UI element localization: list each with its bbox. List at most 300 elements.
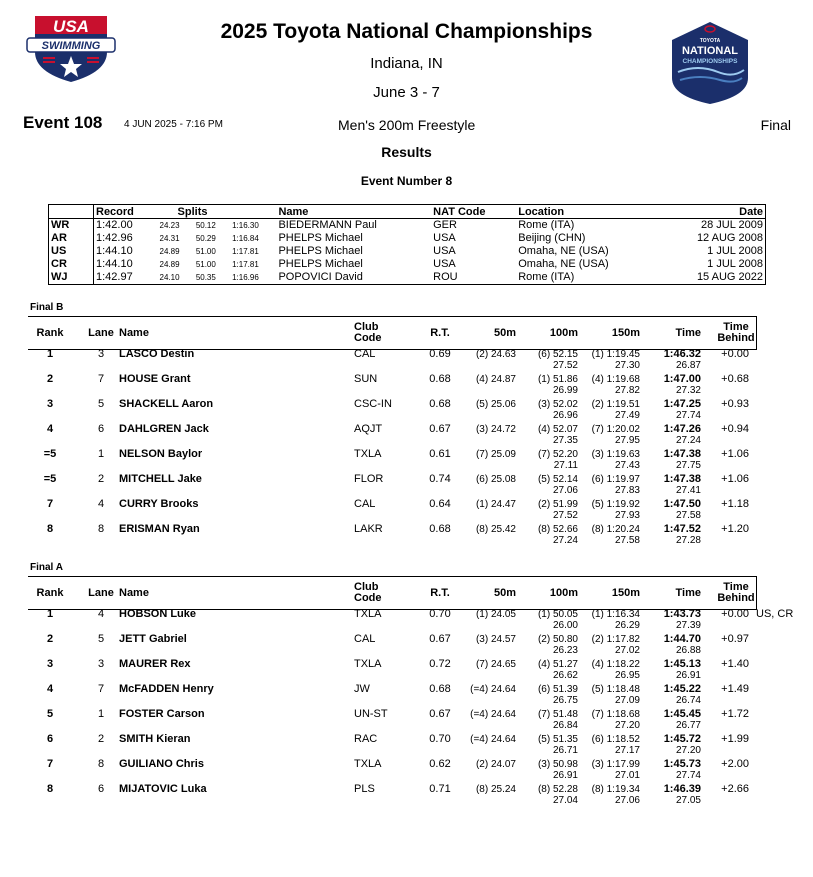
result-split-50: (3) 24.57: [475, 634, 516, 645]
result-time: 1:44.70: [663, 633, 701, 645]
result-lane: 5: [97, 633, 105, 645]
result-behind: +1.99: [721, 733, 749, 745]
result-name: FOSTER Carson: [119, 708, 205, 720]
split-150-lap: 27.58: [614, 535, 640, 546]
record-split-50: 24.89: [159, 247, 180, 256]
record-nat: GER: [433, 219, 457, 231]
record-row: [49, 219, 766, 233]
event-number: Event 108: [23, 113, 103, 132]
col-50m-header: 50m: [493, 327, 516, 339]
result-split-100: (4) 52.07: [537, 424, 578, 435]
result-row: [0, 423, 813, 448]
col-behind-header-line2: Behind: [717, 592, 755, 604]
result-split-150: (2) 1:17.82: [591, 634, 640, 645]
record-row: [49, 271, 766, 285]
split-150-lap: 27.83: [614, 485, 640, 496]
record-split-150: 1:16.84: [232, 234, 259, 243]
result-club: AQJT: [354, 423, 383, 435]
result-row: [0, 348, 813, 373]
col-100m-header: 100m: [549, 587, 578, 599]
result-row: [0, 758, 813, 783]
split-final-lap: 27.20: [675, 745, 701, 756]
result-rank: 6: [46, 733, 54, 745]
result-behind: +0.97: [721, 633, 749, 645]
record-code: WJ: [49, 271, 94, 285]
result-split-50: (=4) 24.64: [470, 734, 516, 745]
record-holder: POPOVICI David: [278, 271, 363, 283]
split-150-lap: 27.49: [614, 410, 640, 421]
result-split-150: (6) 1:18.52: [591, 734, 640, 745]
result-rank: 3: [46, 658, 54, 670]
result-lane: 2: [97, 733, 105, 745]
col-time-header: Time: [675, 327, 701, 339]
record-split-50: 24.10: [159, 273, 180, 282]
record-row: [49, 258, 766, 271]
result-name: MAURER Rex: [119, 658, 191, 670]
result-behind: +1.18: [721, 498, 749, 510]
result-rt: 0.69: [429, 348, 451, 360]
result-split-100: (6) 51.39: [537, 684, 578, 695]
result-behind: +1.06: [721, 473, 749, 485]
result-rank: 3: [46, 398, 54, 410]
result-rank: 5: [46, 708, 54, 720]
result-split-150: (7) 1:18.68: [591, 709, 640, 720]
split-150-lap: 26.29: [614, 620, 640, 631]
result-behind: +0.94: [721, 423, 749, 435]
result-lane: 2: [97, 473, 105, 485]
record-split-100: 50.35: [195, 273, 216, 282]
split-150-lap: 27.30: [614, 360, 640, 371]
result-rank: 8: [46, 783, 54, 795]
result-club: PLS: [354, 783, 375, 795]
col-club-header-line1: Club: [354, 321, 379, 333]
result-club: CAL: [354, 633, 376, 645]
split-150-lap: 27.82: [614, 385, 640, 396]
result-split-150: (7) 1:20.02: [591, 424, 640, 435]
record-split-150: 1:17.81: [232, 260, 259, 269]
col-lane-header: Lane: [88, 327, 114, 339]
result-row: [0, 523, 813, 548]
split-final-lap: 27.58: [675, 510, 701, 521]
result-club: TXLA: [354, 658, 382, 670]
result-split-150: (3) 1:17.99: [591, 759, 640, 770]
col-club-header-line2: Code: [354, 332, 382, 344]
result-rt: 0.67: [429, 423, 451, 435]
col-behind-header-line2: Behind: [717, 332, 755, 344]
record-nat: USA: [433, 258, 456, 270]
split-150-lap: 27.02: [614, 645, 640, 656]
result-split-150: (4) 1:19.68: [591, 374, 640, 385]
result-split-100: (5) 51.35: [537, 734, 578, 745]
record-location: Omaha, NE (USA): [518, 245, 609, 257]
result-name: DAHLGREN Jack: [119, 423, 209, 435]
record-split-100: 50.29: [195, 234, 216, 243]
record-time: 1:42.00: [96, 219, 133, 231]
result-lane: 1: [97, 708, 105, 720]
result-split-50: (2) 24.63: [475, 349, 516, 360]
result-time: 1:45.45: [663, 708, 701, 720]
result-split-50: (7) 24.65: [475, 659, 516, 670]
result-split-100: (5) 52.14: [537, 474, 578, 485]
svg-text:CHAMPIONSHIPS: CHAMPIONSHIPS: [682, 58, 738, 65]
result-name: ERISMAN Ryan: [119, 523, 200, 535]
col-club-header-line2: Code: [354, 592, 382, 604]
result-rank: 2: [46, 633, 54, 645]
result-lane: 3: [97, 658, 105, 670]
result-split-100: (8) 52.66: [537, 524, 578, 535]
final-section-label: Final B: [30, 302, 64, 313]
record-holder: PHELPS Michael: [278, 258, 363, 270]
result-split-150: (1) 1:16.34: [591, 609, 640, 620]
result-split-50: (3) 24.72: [475, 424, 516, 435]
result-split-100: (8) 52.28: [537, 784, 578, 795]
result-row: [0, 448, 813, 473]
result-split-50: (5) 25.06: [475, 399, 516, 410]
event-name: Men's 200m Freestyle: [338, 117, 476, 133]
record-code: AR: [49, 232, 94, 245]
result-time: 1:47.26: [663, 423, 701, 435]
result-split-150: (2) 1:19.51: [591, 399, 640, 410]
record-split-150: 1:16.96: [232, 273, 259, 282]
split-150-lap: 27.17: [614, 745, 640, 756]
col-rt-header: R.T.: [430, 587, 450, 599]
result-club: TXLA: [354, 448, 382, 460]
result-behind: +1.20: [721, 523, 749, 535]
result-split-150: (6) 1:19.97: [591, 474, 640, 485]
split-150-lap: 27.09: [614, 695, 640, 706]
split-100-lap: 27.24: [552, 535, 578, 546]
split-150-lap: 27.06: [614, 795, 640, 806]
result-lane: 3: [97, 348, 105, 360]
result-name: MITCHELL Jake: [119, 473, 202, 485]
result-time: 1:47.00: [663, 373, 701, 385]
result-time: 1:47.25: [663, 398, 701, 410]
result-club: RAC: [354, 733, 378, 745]
result-rank: 4: [46, 683, 54, 695]
col-100m-header: 100m: [549, 327, 578, 339]
result-rt: 0.68: [429, 523, 451, 535]
result-time: 1:43.73: [663, 608, 701, 620]
event-number-label: Event Number 8: [360, 174, 453, 188]
result-split-100: (7) 52.20: [537, 449, 578, 460]
result-split-150: (4) 1:18.22: [591, 659, 640, 670]
result-club: CAL: [354, 348, 376, 360]
col-name-header: Name: [119, 587, 149, 599]
record-holder: PHELPS Michael: [278, 232, 363, 244]
record-date: 12 AUG 2008: [696, 232, 763, 244]
split-100-lap: 26.75: [552, 695, 578, 706]
result-split-100: (6) 52.15: [537, 349, 578, 360]
result-row: [0, 783, 813, 808]
split-100-lap: 26.99: [552, 385, 578, 396]
result-lane: 6: [97, 423, 105, 435]
split-final-lap: 27.05: [675, 795, 701, 806]
result-name: HOBSON Luke: [119, 608, 197, 620]
result-split-150: (5) 1:19.92: [591, 499, 640, 510]
result-rank: 2: [46, 373, 54, 385]
result-club: CAL: [354, 498, 376, 510]
result-lane: 6: [97, 783, 105, 795]
result-time: 1:47.38: [663, 473, 701, 485]
records-table: [48, 204, 766, 285]
record-location: Omaha, NE (USA): [518, 258, 609, 270]
result-rt: 0.67: [429, 708, 451, 720]
result-row: [0, 373, 813, 398]
result-split-50: (4) 24.87: [475, 374, 516, 385]
svg-text:TOYOTA: TOYOTA: [699, 38, 721, 44]
result-lane: 8: [97, 758, 105, 770]
split-100-lap: 27.04: [552, 795, 578, 806]
col-rt-header: R.T.: [430, 327, 450, 339]
record-row: [49, 232, 766, 245]
result-behind: +1.06: [721, 448, 749, 460]
result-name: LASCO Destin: [119, 348, 195, 360]
result-rt: 0.68: [429, 373, 451, 385]
record-location: Beijing (CHN): [518, 232, 586, 244]
record-date: 1 JUL 2008: [707, 258, 763, 270]
split-final-lap: 27.75: [675, 460, 701, 471]
result-behind: +2.66: [721, 783, 749, 795]
result-rt: 0.70: [429, 733, 451, 745]
result-split-100: (4) 51.27: [537, 659, 578, 670]
result-rt: 0.72: [429, 658, 451, 670]
result-rt: 0.74: [429, 473, 451, 485]
col-behind-header-line1: Time: [723, 581, 749, 593]
meet-location: Indiana, IN: [370, 55, 443, 72]
result-rank: 7: [46, 498, 54, 510]
record-nat: ROU: [433, 271, 458, 283]
split-final-lap: 27.32: [675, 385, 701, 396]
split-100-lap: 26.23: [552, 645, 578, 656]
result-time: 1:47.52: [663, 523, 701, 535]
record-split-100: 51.00: [195, 247, 216, 256]
result-split-150: (1) 1:19.45: [591, 349, 640, 360]
result-rank: 1: [46, 348, 54, 360]
result-rt: 0.67: [429, 633, 451, 645]
record-code: CR: [49, 258, 94, 271]
result-behind: +1.49: [721, 683, 749, 695]
record-split-50: 24.23: [159, 221, 180, 230]
result-name: GUILIANO Chris: [119, 758, 204, 770]
result-time: 1:47.38: [663, 448, 701, 460]
result-behind: +0.93: [721, 398, 749, 410]
record-location: Rome (ITA): [518, 219, 575, 231]
col-club-header-line1: Club: [354, 581, 379, 593]
result-club: TXLA: [354, 608, 382, 620]
split-150-lap: 27.95: [614, 435, 640, 446]
result-row: [0, 733, 813, 758]
split-final-lap: 27.74: [675, 770, 701, 781]
result-split-50: (1) 24.05: [475, 609, 516, 620]
result-time: 1:45.73: [663, 758, 701, 770]
split-final-lap: 27.28: [675, 535, 701, 546]
result-split-50: (8) 25.24: [475, 784, 516, 795]
result-name: CURRY Brooks: [119, 498, 199, 510]
result-time: 1:46.32: [663, 348, 701, 360]
result-rt: 0.70: [429, 608, 451, 620]
result-split-100: (2) 50.80: [537, 634, 578, 645]
result-name: JETT Gabriel: [119, 633, 187, 645]
records-header-location: Location: [516, 205, 659, 219]
result-lane: 5: [97, 398, 105, 410]
result-name: SHACKELL Aaron: [119, 398, 214, 410]
result-rank: 7: [46, 758, 54, 770]
col-time-header: Time: [675, 587, 701, 599]
result-rank: =5: [43, 473, 57, 485]
record-split-150: 1:16.30: [232, 221, 259, 230]
result-lane: 7: [97, 683, 105, 695]
result-time: 1:45.72: [663, 733, 701, 745]
record-split-50: 24.31: [159, 234, 180, 243]
result-club: SUN: [354, 373, 378, 385]
result-rt: 0.71: [429, 783, 451, 795]
split-100-lap: 27.52: [552, 510, 578, 521]
result-row: [0, 633, 813, 658]
result-club: JW: [354, 683, 370, 695]
record-code: WR: [49, 219, 94, 233]
split-150-lap: 27.93: [614, 510, 640, 521]
record-holder: BIEDERMANN Paul: [278, 219, 377, 231]
split-final-lap: 26.91: [675, 670, 701, 681]
result-behind: +0.00: [721, 348, 749, 360]
svg-text:USA: USA: [53, 17, 89, 36]
result-split-50: (2) 24.07: [475, 759, 516, 770]
record-split-100: 50.12: [195, 221, 216, 230]
split-100-lap: 26.71: [552, 745, 578, 756]
result-club: FLOR: [354, 473, 384, 485]
result-split-50: (6) 25.08: [475, 474, 516, 485]
result-rt: 0.64: [429, 498, 451, 510]
split-100-lap: 26.84: [552, 720, 578, 731]
result-row: [0, 708, 813, 733]
record-code: US: [49, 245, 94, 258]
result-behind: +0.68: [721, 373, 749, 385]
split-150-lap: 26.95: [614, 670, 640, 681]
result-behind: +0.00: [721, 608, 749, 620]
result-name: MIJATOVIC Luka: [119, 783, 207, 795]
record-holder: PHELPS Michael: [278, 245, 363, 257]
split-100-lap: 26.91: [552, 770, 578, 781]
record-date: 1 JUL 2008: [707, 245, 763, 257]
results-heading: Results: [381, 144, 432, 160]
record-split-50: 24.89: [159, 260, 180, 269]
result-behind: +1.40: [721, 658, 749, 670]
result-name: McFADDEN Henry: [119, 683, 214, 695]
meet-dates: June 3 - 7: [373, 84, 440, 101]
result-split-50: (7) 25.09: [475, 449, 516, 460]
result-rt: 0.61: [429, 448, 451, 460]
record-nat: USA: [433, 232, 456, 244]
result-split-50: (8) 25.42: [475, 524, 516, 535]
result-row: [0, 683, 813, 708]
result-split-50: (=4) 24.64: [470, 684, 516, 695]
result-time: 1:45.22: [663, 683, 701, 695]
result-split-100: (2) 51.99: [537, 499, 578, 510]
result-lane: 8: [97, 523, 105, 535]
result-row: [0, 473, 813, 498]
col-rank-header: Rank: [36, 587, 64, 599]
result-row: [0, 658, 813, 683]
result-split-100: (3) 52.02: [537, 399, 578, 410]
result-rank: =5: [43, 448, 57, 460]
result-club: LAKR: [354, 523, 383, 535]
split-final-lap: 27.24: [675, 435, 701, 446]
page-title: 2025 Toyota National Championships: [220, 20, 593, 43]
result-split-150: (8) 1:20.24: [591, 524, 640, 535]
split-final-lap: 27.74: [675, 410, 701, 421]
svg-text:NATIONAL: NATIONAL: [681, 45, 739, 57]
split-final-lap: 26.88: [675, 645, 701, 656]
col-150m-header: 150m: [611, 327, 640, 339]
result-name: SMITH Kieran: [119, 733, 191, 745]
result-rank: 1: [46, 608, 54, 620]
result-name: HOUSE Grant: [119, 373, 191, 385]
result-lane: 4: [97, 608, 105, 620]
result-time: 1:47.50: [663, 498, 701, 510]
record-date: 15 AUG 2022: [696, 271, 763, 283]
record-row: [49, 245, 766, 258]
result-lane: 4: [97, 498, 105, 510]
split-100-lap: 27.52: [552, 360, 578, 371]
result-row: [0, 498, 813, 523]
col-rank-header: Rank: [36, 327, 64, 339]
result-split-50: (1) 24.47: [475, 499, 516, 510]
result-rt: 0.68: [429, 398, 451, 410]
event-datetime: 4 JUN 2025 - 7:16 PM: [124, 119, 223, 130]
col-lane-header: Lane: [88, 587, 114, 599]
result-split-150: (5) 1:18.48: [591, 684, 640, 695]
result-row: [0, 608, 813, 633]
record-time: 1:42.96: [96, 232, 133, 244]
svg-text:SWIMMING: SWIMMING: [41, 40, 101, 52]
split-final-lap: 27.39: [675, 620, 701, 631]
split-150-lap: 27.01: [614, 770, 640, 781]
record-date: 28 JUL 2009: [701, 219, 763, 231]
result-time: 1:45.13: [663, 658, 701, 670]
col-50m-header: 50m: [493, 587, 516, 599]
split-100-lap: 26.00: [552, 620, 578, 631]
result-club: CSC-IN: [354, 398, 392, 410]
record-split-100: 51.00: [195, 260, 216, 269]
split-150-lap: 27.20: [614, 720, 640, 731]
records-header-date: Date: [659, 205, 766, 219]
result-row: [0, 398, 813, 423]
col-150m-header: 150m: [611, 587, 640, 599]
result-split-50: (=4) 24.64: [470, 709, 516, 720]
result-time: 1:46.39: [663, 783, 701, 795]
record-split-150: 1:17.81: [232, 247, 259, 256]
record-location: Rome (ITA): [518, 271, 575, 283]
result-club: UN-ST: [354, 708, 388, 720]
result-split-100: (3) 50.98: [537, 759, 578, 770]
final-section-label: Final A: [30, 562, 63, 573]
records-header-splits: Splits: [158, 205, 277, 219]
record-time: 1:44.10: [96, 258, 133, 270]
result-lane: 1: [97, 448, 105, 460]
split-100-lap: 26.96: [552, 410, 578, 421]
result-split-100: (7) 51.48: [537, 709, 578, 720]
result-rt: 0.62: [429, 758, 451, 770]
records-header-record: Record: [94, 205, 158, 219]
result-record-note: US, CR: [756, 608, 794, 620]
split-100-lap: 26.62: [552, 670, 578, 681]
split-final-lap: 27.41: [675, 485, 701, 496]
result-rt: 0.68: [429, 683, 451, 695]
split-final-lap: 26.77: [675, 720, 701, 731]
col-behind-header-line1: Time: [723, 321, 749, 333]
result-behind: +2.00: [721, 758, 749, 770]
records-header-name: Name: [276, 205, 431, 219]
